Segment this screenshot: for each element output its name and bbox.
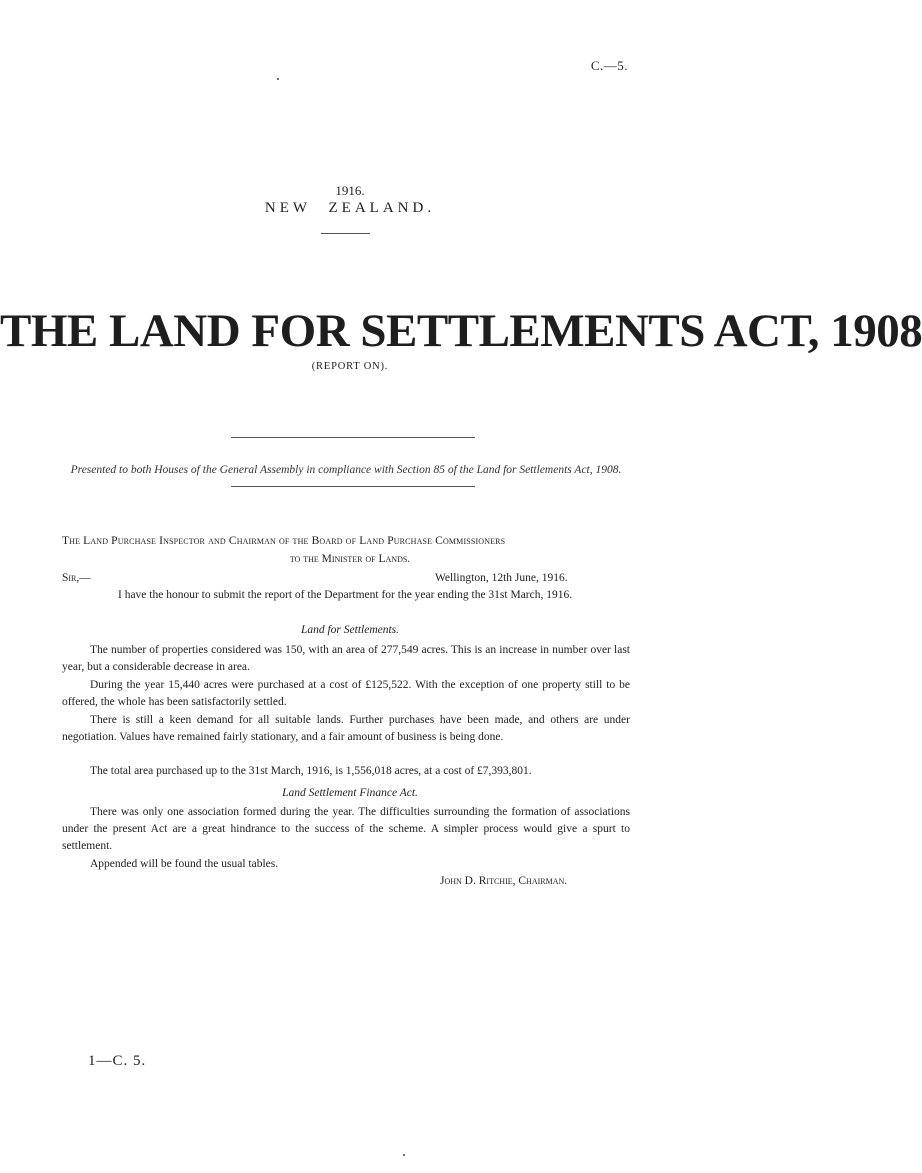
salutation: Sir,— (62, 572, 91, 584)
paragraph-associations: There was only one association formed during the year. The difficulties surrounding the formation of associations under the present Act are a great hindrance to the success of the scheme. A simpler process would give a spurt to settlement. (62, 806, 630, 852)
document-title: THE LAND FOR SETTLEMENTS ACT, 1908 (0, 305, 922, 357)
country-heading: NEW ZEALAND. (264, 200, 436, 216)
page-footer-reference: 1—C. 5. (88, 1053, 147, 1069)
paragraph-demand: There is still a keen demand for all suitable lands. Further purchases have been made, and others are under negotiation. Values have remained fairly stationary, and a fair amount of business is being done. (62, 714, 630, 743)
print-speck (403, 1154, 405, 1156)
print-speck (277, 78, 279, 80)
paragraph-purchases: During the year 15,440 acres were purchased at a cost of £125,522. With the exception of one property still to be offered, the whole has been satisfactorily settled. (62, 679, 630, 708)
letter-recipient: to the Minister of Lands. (289, 553, 411, 565)
paragraph-properties: The number of properties considered was 150, with an area of 277,549 acres. This is an increase in number over last year, but a considerable decrease in area. (62, 644, 630, 673)
divider-bottom (231, 486, 475, 487)
intro-paragraph: I have the honour to submit the report of the Department for the year ending the 31st March, 1916. (118, 589, 573, 601)
letter-addressee: The Land Purchase Inspector and Chairman of the Board of Land Purchase Commissioners (62, 535, 506, 547)
presentation-note: Presented to both Houses of the General Assembly in compliance with Section 85 of the Land for Settlements Act, 1908. (70, 464, 622, 476)
section-heading-land-for-settlements: Land for Settlements. (300, 624, 400, 636)
paragraph-total-area: The total area purchased up to the 31st March, 1916, is 1,556,018 acres, at a cost of £7,393,801. (90, 765, 532, 777)
header-rule (321, 233, 370, 234)
paragraph-appended: Appended will be found the usual tables. (90, 858, 279, 870)
place-date: Wellington, 12th June, 1916. (435, 572, 568, 584)
divider-top (231, 437, 475, 438)
section-heading-finance-act: Land Settlement Finance Act. (282, 787, 418, 799)
document-subtitle: (REPORT ON). (311, 361, 389, 372)
report-year: 1916. (335, 183, 365, 198)
signature: John D. Ritchie, Chairman. (440, 875, 568, 887)
report-reference: C.—5. (590, 58, 628, 73)
